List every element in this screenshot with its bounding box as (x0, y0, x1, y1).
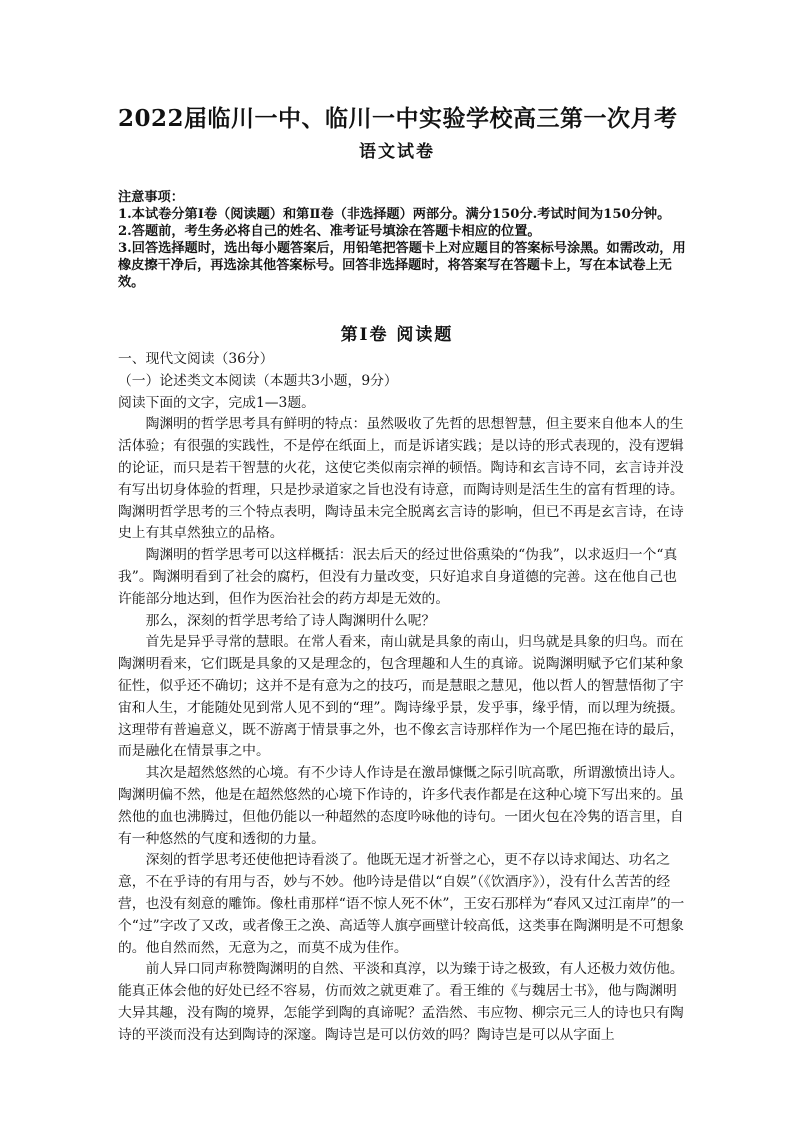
exam-subtitle: 语文试卷 (359, 142, 435, 162)
subpart-heading: （一）论述类文本阅读（本题共3小题，9分） (118, 372, 398, 389)
notice-item: 1.本试卷分第Ⅰ卷（阅读题）和第Ⅱ卷（非选择题）两部分。满分150分.考试时间为150分钟。 (118, 207, 671, 222)
paragraph: 深刻的哲学思考还使他把诗看淡了。他既无逞才祈誉之心，更不存以诗求闻达、功名之意，不在乎诗的有用与否，妙与不妙。他吟诗是借以“自娱”（《饮酒序》），没有什么苦苦的经营，也没有刻意的雕饰。像杜甫那样“语不惊人死不休”，王安石那样为“春风又过江南岸”的一个“过”字改了又改，或者像王之涣、高适等人旗亭画壁计较高低，这类事在陶渊明是不可想象的。他自然而然，无意为之，而莫不成为佳作。 (118, 852, 685, 956)
reading-body (118, 349, 690, 1047)
notice-block (118, 189, 698, 291)
paragraph: 陶渊明的哲学思考可以这样概括：泯去后天的经过世俗熏染的“伪我”，以求返归一个“真我”。陶渊明看到了社会的腐朽，但没有力量改变，只好追求自身道德的完善。这在他自己也许能部分地达到，但作为医治社会的药方却是无效的。 (118, 547, 678, 607)
paragraph: 前人异口同声称赞陶渊明的自然、平淡和真淳，以为臻于诗之极致，有人还极力效仿他。能真正体会他的好处已经不容易，仿而效之就更难了。看王维的《与魏居士书》，他与陶渊明大异其趣，没有陶的境界，怎能学到陶的真谛呢？孟浩然、韦应物、柳宗元三人的诗也只有陶诗的平淡而没有达到陶诗的深邃。陶诗岂是可以仿效的吗？陶诗岂是可以从字面上 (118, 961, 684, 1043)
paragraph: 那么，深刻的哲学思考给了诗人陶渊明什么呢？ (145, 612, 436, 629)
exam-title: 2022届临川一中、临川一中实验学校高三第一次月考 (118, 105, 678, 132)
notice-heading: 注意事项： (118, 190, 184, 205)
notice-item: 2.答题前，考生务必将自己的姓名、准考证号填涂在答题卡相应的位置。 (118, 224, 541, 239)
paragraph: 其次是超然悠然的心境。有不少诗人作诗是在激昂慷慨之际引吭高歌，所谓激愤出诗人。陶渊明偏不然，他是在超然悠然的心境下作诗的，许多代表作都是在这种心境下写出来的。虽然他的血也沸腾过，但他仍能以一种超然的态度吟咏他的诗句。一团火包在冷隽的语言里，自有一种悠然的气度和透彻的力量。 (118, 765, 684, 847)
paragraph: 陶渊明的哲学思考具有鲜明的特点：虽然吸收了先哲的思想智慧，但主要来自他本人的生活体验；有很强的实践性，不是停在纸面上，而是诉诸实践；是以诗的形式表现的，没有逻辑的论证，而只是若干智慧的火花，这使它类似南宗禅的顿悟。陶诗和玄言诗不同，玄言诗并没有写出切身体验的哲理，只是抄录道家之旨也没有诗意，而陶诗则是活生生的富有哲理的诗。陶渊明哲学思考的三个特点表明，陶诗虽未完全脱离玄言诗的影响，但已不再是玄言诗，在诗史上有其卓然独立的品格。 (118, 416, 684, 542)
paragraph: 首先是异乎寻常的慧眼。在常人看来，南山就是具象的南山，归鸟就是具象的归鸟。而在陶渊明看来，它们既是具象的又是理念的，包含理趣和人生的真谛。说陶渊明赋予它们某种象征性，似乎还不确切；这并不是有意为之的技巧，而是慧眼之慧见，他以哲人的智慧悟彻了宇宙和人生，才能随处见到常人见不到的“理”。陶诗缘乎景，发乎事，缘乎情，而以理为统摄。这理带有普遍意义，既不游离于情景事之外，也不像玄言诗那样作为一个尾巴拖在诗的最后，而是融化在情景事之中。 (118, 634, 684, 760)
section-title: 第Ⅰ卷 阅读题 (340, 325, 454, 345)
notice-item: 3.回答选择题时，选出每小题答案后，用铅笔把答题卡上对应题目的答案标号涂黑。如需改动，用橡皮擦干净后，再选涂其他答案标号。回答非选择题时，将答案写在答题卡上，写在本试卷上无效。 (118, 241, 686, 290)
reading-instruction: 阅读下面的文字，完成1—3题。 (118, 394, 315, 411)
part-heading: 一、现代文阅读（36分） (118, 351, 274, 367)
